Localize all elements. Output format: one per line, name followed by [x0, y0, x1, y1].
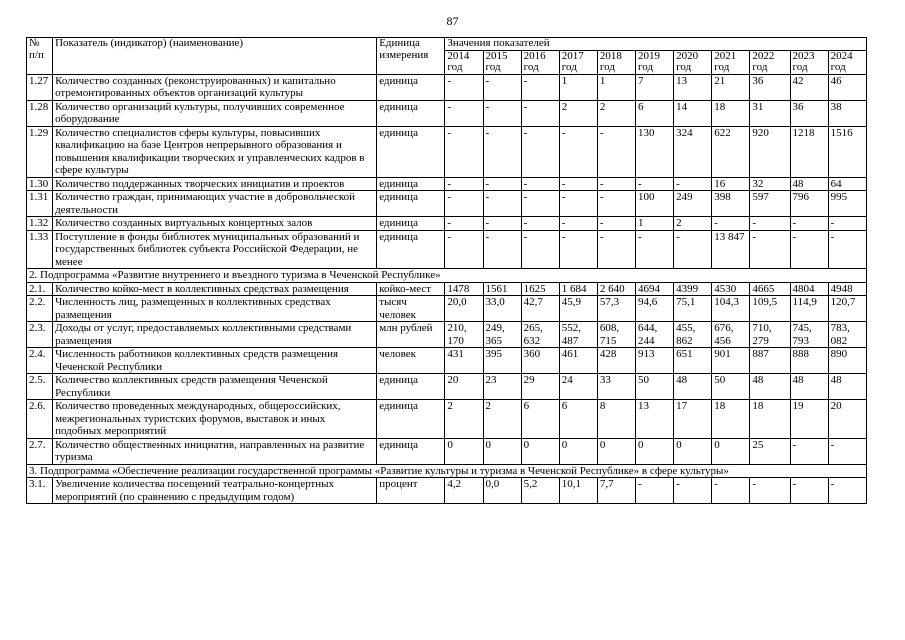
value-cell: 1478: [445, 282, 483, 296]
row-number: 2.2.: [27, 296, 53, 322]
table-row: [27, 100, 867, 126]
header-year: 2015 год: [483, 50, 521, 74]
value-cell: 50: [712, 374, 750, 400]
indicators-table: [26, 37, 867, 504]
indicator-name: Количество организаций культуры, получивших современное оборудование: [53, 100, 377, 126]
value-cell: 7,7: [597, 478, 635, 504]
header-indicator: Показатель (индикатор) (наименование): [53, 38, 377, 75]
value-cell: -: [674, 478, 712, 504]
value-cell: 249: [674, 191, 712, 217]
value-cell: -: [828, 217, 866, 231]
value-cell: -: [445, 74, 483, 100]
value-cell: -: [559, 217, 597, 231]
indicator-name: Численность работников коллективных средств размещения Чеченской Республики: [53, 348, 377, 374]
value-cell: 676, 456: [712, 322, 750, 348]
row-number: 1.32: [27, 217, 53, 231]
value-cell: 114,9: [790, 296, 828, 322]
indicator-name: Увеличение количества посещений театрально-концертных мероприятий (по сравнению с предыдущим годом): [53, 478, 377, 504]
value-cell: 23: [483, 374, 521, 400]
value-cell: -: [445, 230, 483, 269]
value-cell: 249, 365: [483, 322, 521, 348]
unit-cell: единица: [377, 126, 445, 177]
value-cell: -: [674, 230, 712, 269]
header-unit: Единица измерения: [377, 38, 445, 75]
value-cell: 31: [750, 100, 790, 126]
value-cell: -: [750, 230, 790, 269]
value-cell: -: [445, 177, 483, 191]
value-cell: 2: [597, 100, 635, 126]
value-cell: 14: [674, 100, 712, 126]
value-cell: -: [521, 126, 559, 177]
value-cell: 64: [828, 177, 866, 191]
value-cell: 710, 279: [750, 322, 790, 348]
unit-cell: единица: [377, 74, 445, 100]
value-cell: 100: [636, 191, 674, 217]
value-cell: 7: [636, 74, 674, 100]
value-cell: 2: [445, 400, 483, 439]
value-cell: -: [636, 478, 674, 504]
value-cell: -: [521, 191, 559, 217]
value-cell: -: [521, 100, 559, 126]
value-cell: -: [712, 478, 750, 504]
table-row: [27, 191, 867, 217]
value-cell: -: [597, 177, 635, 191]
value-cell: 398: [712, 191, 750, 217]
value-cell: 901: [712, 348, 750, 374]
value-cell: 48: [790, 374, 828, 400]
table-row: [27, 322, 867, 348]
value-cell: 4694: [636, 282, 674, 296]
value-cell: 395: [483, 348, 521, 374]
value-cell: 428: [597, 348, 635, 374]
value-cell: 0: [674, 438, 712, 464]
value-cell: -: [828, 230, 866, 269]
table-row: [27, 74, 867, 100]
value-cell: 5,2: [521, 478, 559, 504]
header-number: № п/п: [27, 38, 53, 75]
table-row: [27, 126, 867, 177]
value-cell: 18: [712, 100, 750, 126]
value-cell: 1218: [790, 126, 828, 177]
value-cell: -: [483, 126, 521, 177]
value-cell: 50: [636, 374, 674, 400]
value-cell: 1625: [521, 282, 559, 296]
unit-cell: единица: [377, 217, 445, 231]
value-cell: -: [521, 177, 559, 191]
unit-cell: единица: [377, 438, 445, 464]
value-cell: -: [445, 191, 483, 217]
value-cell: -: [483, 100, 521, 126]
value-cell: -: [521, 74, 559, 100]
value-cell: 913: [636, 348, 674, 374]
value-cell: 1: [559, 74, 597, 100]
row-number: 1.30: [27, 177, 53, 191]
value-cell: 4399: [674, 282, 712, 296]
value-cell: -: [445, 100, 483, 126]
value-cell: 4530: [712, 282, 750, 296]
value-cell: 461: [559, 348, 597, 374]
value-cell: 2: [559, 100, 597, 126]
value-cell: 4,2: [445, 478, 483, 504]
value-cell: 4804: [790, 282, 828, 296]
section-title: 2. Подпрограмма «Развитие внутреннего и въездного туризма в Чеченской Республике»: [27, 269, 867, 283]
value-cell: -: [521, 217, 559, 231]
value-cell: 6: [636, 100, 674, 126]
indicator-name: Доходы от услуг, предоставляемых коллективными средствами размещения: [53, 322, 377, 348]
value-cell: 4665: [750, 282, 790, 296]
unit-cell: млн рублей: [377, 322, 445, 348]
value-cell: 36: [750, 74, 790, 100]
row-number: 1.28: [27, 100, 53, 126]
header-year: 2017 год: [559, 50, 597, 74]
table-row: [27, 177, 867, 191]
table-row: [27, 217, 867, 231]
table-row: [27, 348, 867, 374]
value-cell: 0: [445, 438, 483, 464]
table-row: [27, 296, 867, 322]
value-cell: -: [597, 191, 635, 217]
value-cell: 32: [750, 177, 790, 191]
value-cell: 887: [750, 348, 790, 374]
value-cell: 21: [712, 74, 750, 100]
value-cell: 2: [483, 400, 521, 439]
indicator-name: Поступление в фонды библиотек муниципальных образований и государственных библиотек субъекта Российской Федерации, не менее: [53, 230, 377, 269]
value-cell: 45,9: [559, 296, 597, 322]
value-cell: -: [597, 126, 635, 177]
value-cell: 1561: [483, 282, 521, 296]
value-cell: 4948: [828, 282, 866, 296]
value-cell: 18: [750, 400, 790, 439]
value-cell: 20: [445, 374, 483, 400]
unit-cell: единица: [377, 177, 445, 191]
value-cell: 17: [674, 400, 712, 439]
header-year: 2014 год: [445, 50, 483, 74]
value-cell: 75,1: [674, 296, 712, 322]
header-year: 2018 год: [597, 50, 635, 74]
header-year: 2023 год: [790, 50, 828, 74]
value-cell: 0: [559, 438, 597, 464]
value-cell: 6: [521, 400, 559, 439]
value-cell: 888: [790, 348, 828, 374]
value-cell: 608, 715: [597, 322, 635, 348]
value-cell: -: [636, 230, 674, 269]
value-cell: 0: [636, 438, 674, 464]
header-year: 2020 год: [674, 50, 712, 74]
section-title: 3. Подпрограмма «Обеспечение реализации государственной программы «Развитие культуры и туризма в Чеченской Республике» в сфере культуры»: [27, 464, 867, 478]
header-year: 2022 год: [750, 50, 790, 74]
value-cell: 42,7: [521, 296, 559, 322]
value-cell: 644, 244: [636, 322, 674, 348]
table-row: [27, 282, 867, 296]
row-number: 2.6.: [27, 400, 53, 439]
value-cell: 109,5: [750, 296, 790, 322]
indicator-name: Количество созданных (реконструированных) и капитально отремонтированных объектов организаций культуры: [53, 74, 377, 100]
value-cell: 36: [790, 100, 828, 126]
indicator-name: Количество общественных инициатив, направленных на развитие туризма: [53, 438, 377, 464]
value-cell: 13 847: [712, 230, 750, 269]
value-cell: 622: [712, 126, 750, 177]
indicator-name: Численность лиц, размещенных в коллективных средствах размещения: [53, 296, 377, 322]
value-cell: -: [559, 230, 597, 269]
value-cell: 13: [636, 400, 674, 439]
value-cell: 130: [636, 126, 674, 177]
value-cell: -: [828, 438, 866, 464]
value-cell: 360: [521, 348, 559, 374]
value-cell: 0: [521, 438, 559, 464]
value-cell: -: [790, 230, 828, 269]
value-cell: -: [712, 217, 750, 231]
value-cell: 0: [483, 438, 521, 464]
unit-cell: единица: [377, 400, 445, 439]
value-cell: 20,0: [445, 296, 483, 322]
indicator-name: Количество граждан, принимающих участие в добровольческой деятельности: [53, 191, 377, 217]
value-cell: 42: [790, 74, 828, 100]
row-number: 2.3.: [27, 322, 53, 348]
row-number: 2.4.: [27, 348, 53, 374]
value-cell: -: [750, 217, 790, 231]
value-cell: 24: [559, 374, 597, 400]
section-row: [27, 269, 867, 283]
value-cell: 33: [597, 374, 635, 400]
value-cell: 25: [750, 438, 790, 464]
value-cell: 265, 632: [521, 322, 559, 348]
value-cell: -: [636, 177, 674, 191]
value-cell: 120,7: [828, 296, 866, 322]
value-cell: -: [674, 177, 712, 191]
value-cell: 995: [828, 191, 866, 217]
unit-cell: единица: [377, 374, 445, 400]
value-cell: -: [790, 217, 828, 231]
unit-cell: единица: [377, 100, 445, 126]
value-cell: 29: [521, 374, 559, 400]
value-cell: 2: [674, 217, 712, 231]
unit-cell: единица: [377, 230, 445, 269]
value-cell: -: [559, 126, 597, 177]
value-cell: 94,6: [636, 296, 674, 322]
indicator-name: Количество коллективных средств размещения Чеченской Республики: [53, 374, 377, 400]
value-cell: 1 684: [559, 282, 597, 296]
unit-cell: койко-мест: [377, 282, 445, 296]
value-cell: -: [597, 230, 635, 269]
unit-cell: единица: [377, 191, 445, 217]
value-cell: -: [750, 478, 790, 504]
value-cell: 552, 487: [559, 322, 597, 348]
row-number: 1.33: [27, 230, 53, 269]
header-year: 2024 год: [828, 50, 866, 74]
value-cell: 651: [674, 348, 712, 374]
value-cell: 6: [559, 400, 597, 439]
value-cell: 48: [790, 177, 828, 191]
row-number: 2.5.: [27, 374, 53, 400]
value-cell: 46: [828, 74, 866, 100]
value-cell: 18: [712, 400, 750, 439]
value-cell: -: [445, 217, 483, 231]
row-number: 2.7.: [27, 438, 53, 464]
value-cell: -: [790, 438, 828, 464]
value-cell: 796: [790, 191, 828, 217]
page-number: 87: [446, 14, 459, 28]
table-body: [27, 74, 867, 504]
header-year: 2016 год: [521, 50, 559, 74]
value-cell: -: [483, 230, 521, 269]
table-row: [27, 400, 867, 439]
indicator-name: Количество койко-мест в коллективных средствах размещения: [53, 282, 377, 296]
value-cell: -: [483, 191, 521, 217]
value-cell: -: [521, 230, 559, 269]
value-cell: -: [559, 177, 597, 191]
value-cell: 210, 170: [445, 322, 483, 348]
value-cell: 455, 862: [674, 322, 712, 348]
indicator-name: Количество созданных виртуальных концертных залов: [53, 217, 377, 231]
value-cell: 431: [445, 348, 483, 374]
value-cell: 13: [674, 74, 712, 100]
header-row: [27, 38, 867, 51]
table-row: [27, 438, 867, 464]
value-cell: -: [790, 478, 828, 504]
value-cell: 19: [790, 400, 828, 439]
value-cell: 2 640: [597, 282, 635, 296]
value-cell: 324: [674, 126, 712, 177]
value-cell: 57,3: [597, 296, 635, 322]
value-cell: 104,3: [712, 296, 750, 322]
value-cell: 38: [828, 100, 866, 126]
indicator-name: Количество проведенных международных, общероссийских, межрегиональных туристских форумов, выставок и иных подобных мероприятий: [53, 400, 377, 439]
value-cell: 1516: [828, 126, 866, 177]
value-cell: 48: [828, 374, 866, 400]
value-cell: -: [483, 177, 521, 191]
value-cell: -: [828, 478, 866, 504]
value-cell: 8: [597, 400, 635, 439]
value-cell: -: [483, 217, 521, 231]
value-cell: 33,0: [483, 296, 521, 322]
value-cell: -: [483, 74, 521, 100]
value-cell: 1: [636, 217, 674, 231]
value-cell: 48: [750, 374, 790, 400]
unit-cell: человек: [377, 348, 445, 374]
row-number: 1.29: [27, 126, 53, 177]
row-number: 3.1.: [27, 478, 53, 504]
value-cell: -: [559, 191, 597, 217]
value-cell: 597: [750, 191, 790, 217]
row-number: 2.1.: [27, 282, 53, 296]
unit-cell: тысяч человек: [377, 296, 445, 322]
value-cell: 16: [712, 177, 750, 191]
value-cell: -: [445, 126, 483, 177]
header-year: 2021 год: [712, 50, 750, 74]
value-cell: 0: [712, 438, 750, 464]
value-cell: -: [597, 217, 635, 231]
section-row: [27, 464, 867, 478]
value-cell: 1: [597, 74, 635, 100]
unit-cell: процент: [377, 478, 445, 504]
value-cell: 48: [674, 374, 712, 400]
table-row: [27, 374, 867, 400]
value-cell: 0: [597, 438, 635, 464]
value-cell: 783, 082: [828, 322, 866, 348]
value-cell: 745, 793: [790, 322, 828, 348]
indicator-name: Количество специалистов сферы культуры, повысивших квалификацию на базе Центров непрерывного образования и повышения квалификации творческих и управленческих кадров в сфере культуры: [53, 126, 377, 177]
value-cell: 0,0: [483, 478, 521, 504]
value-cell: 920: [750, 126, 790, 177]
header-values: Значения показателей: [445, 38, 867, 51]
row-number: 1.31: [27, 191, 53, 217]
indicator-name: Количество поддержанных творческих инициатив и проектов: [53, 177, 377, 191]
value-cell: 20: [828, 400, 866, 439]
table-row: [27, 478, 867, 504]
value-cell: 890: [828, 348, 866, 374]
row-number: 1.27: [27, 74, 53, 100]
table-row: [27, 230, 867, 269]
header-year: 2019 год: [636, 50, 674, 74]
value-cell: 10,1: [559, 478, 597, 504]
